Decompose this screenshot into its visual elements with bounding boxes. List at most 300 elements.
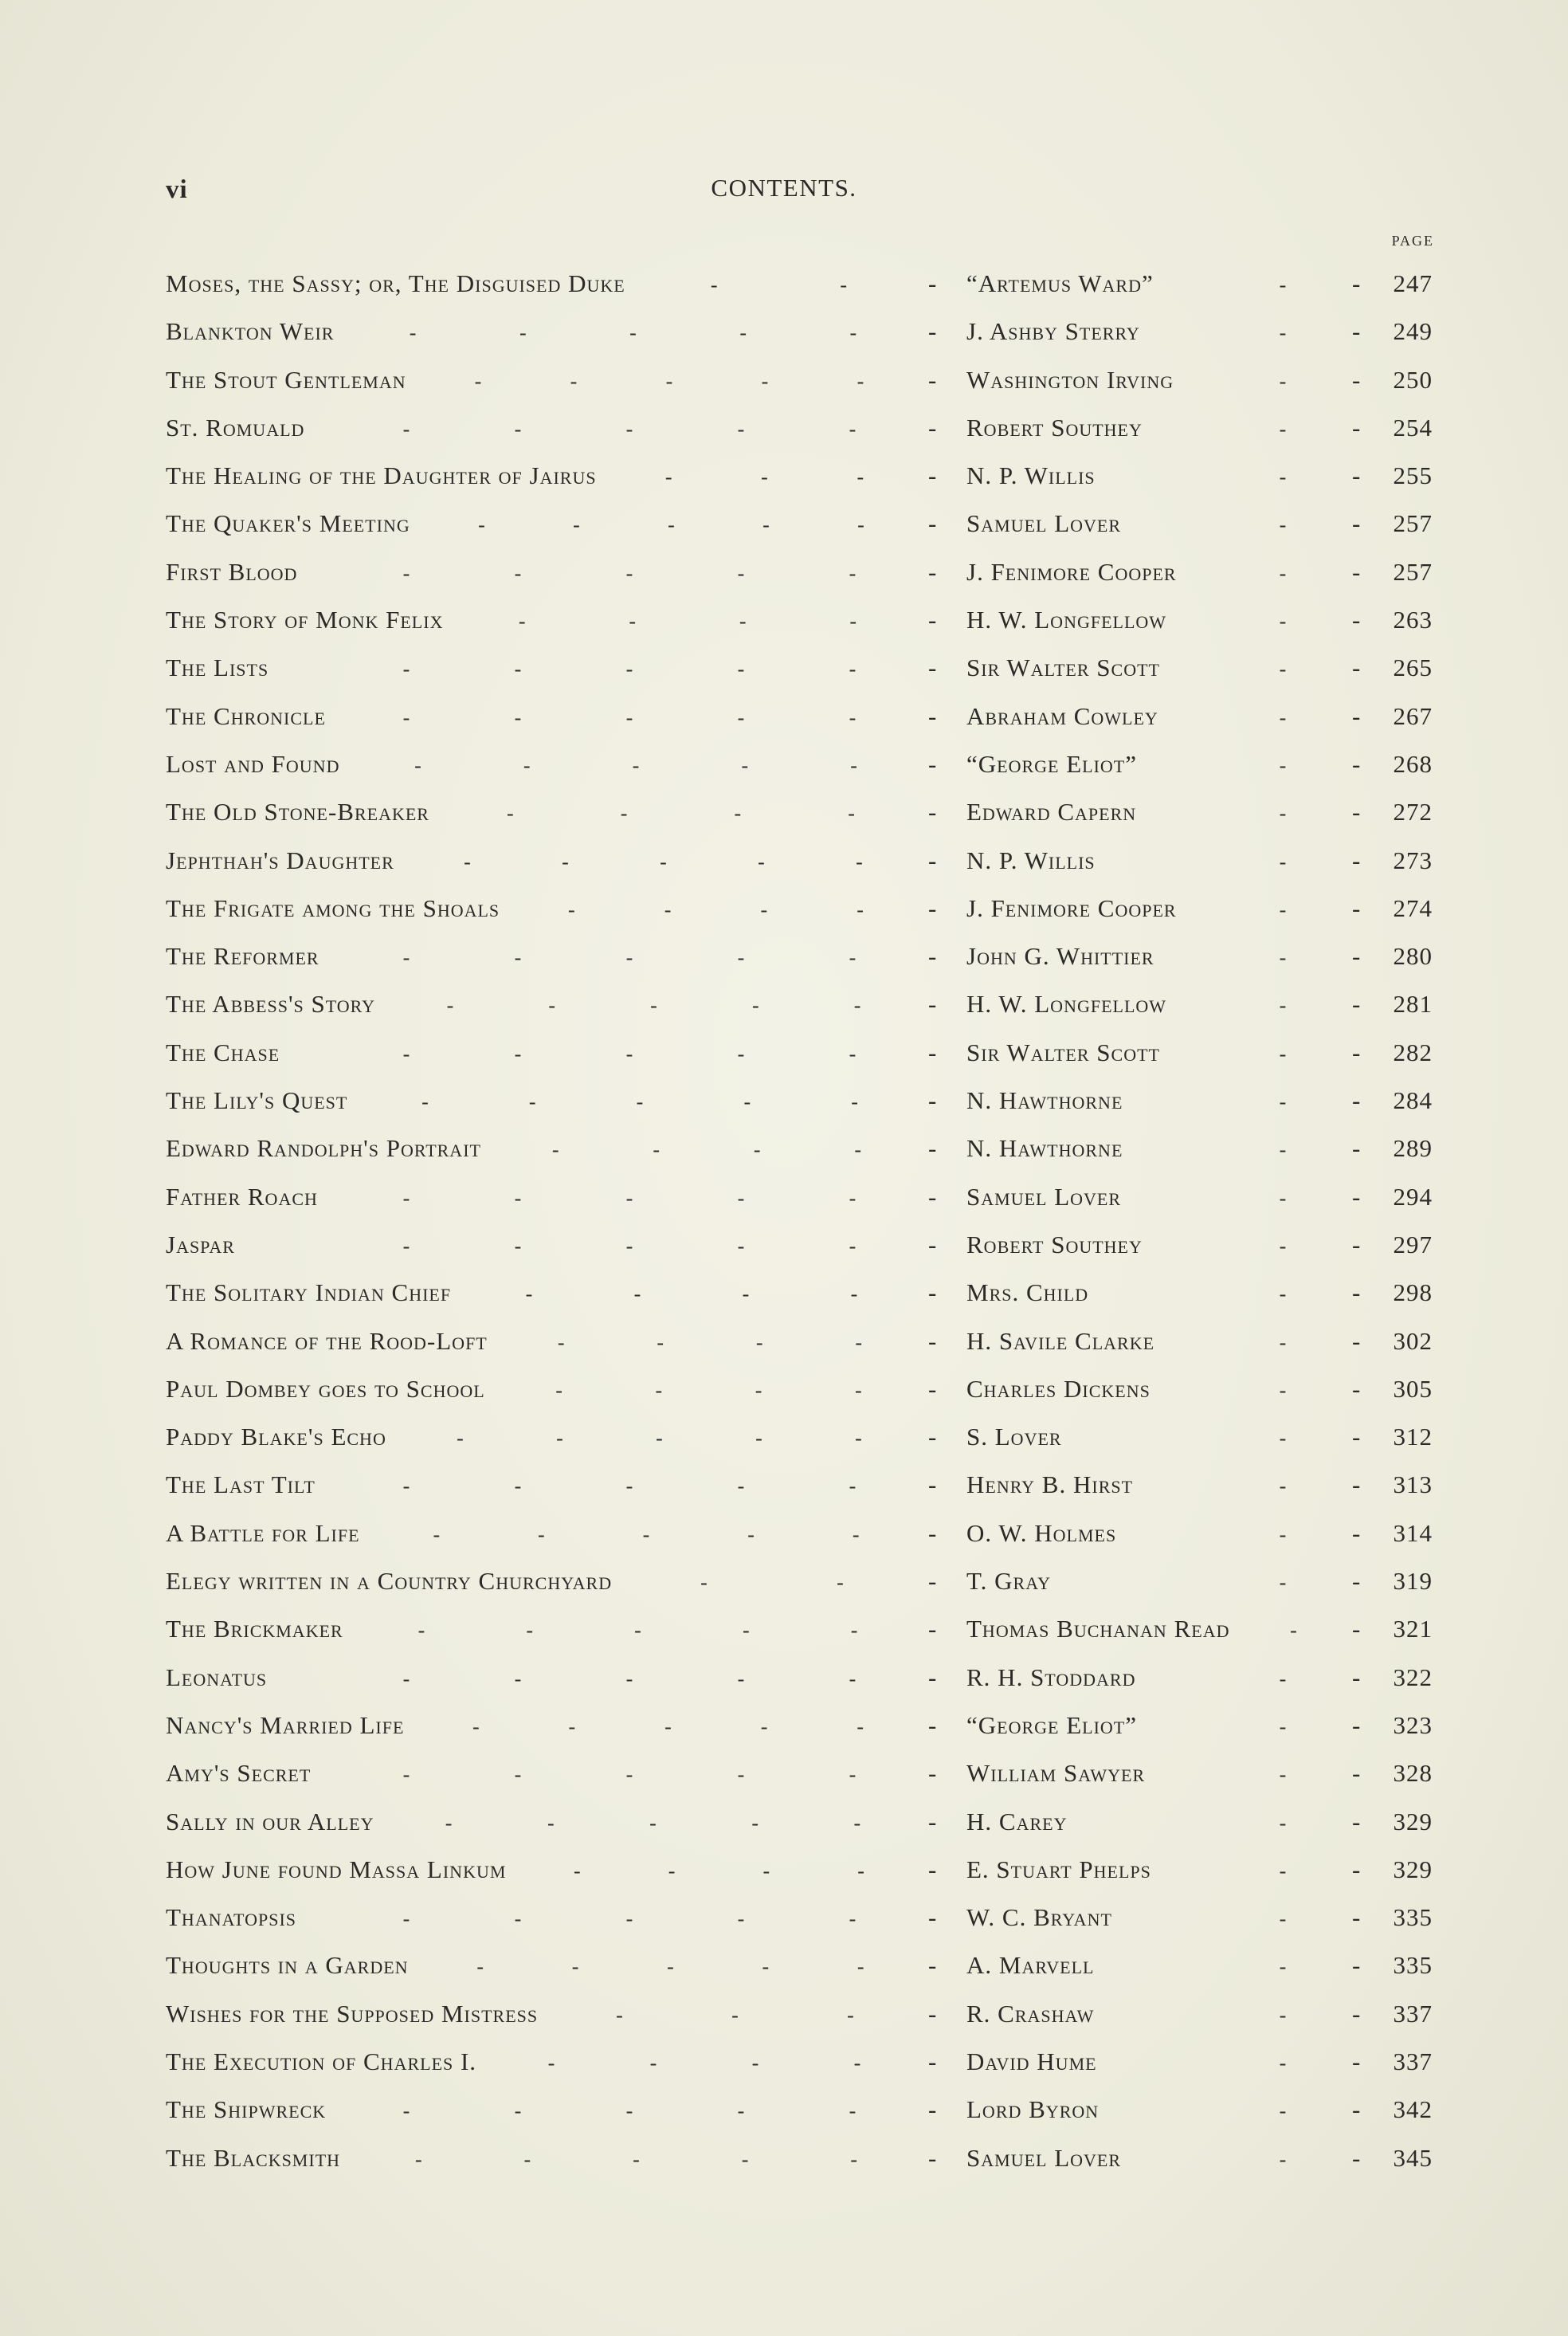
entry-title: Moses, the Sassy; or, The Disguised Duke xyxy=(166,269,625,297)
leader-dash: - xyxy=(1352,654,1362,682)
contents-entry xyxy=(0,309,1568,357)
contents-entry xyxy=(0,1270,1568,1318)
entry-page-number: 255 xyxy=(1393,461,1433,490)
entry-title: Thanatopsis xyxy=(166,1903,297,1932)
leader-dash: - xyxy=(1352,893,1362,922)
entry-author: Samuel Lover xyxy=(966,2143,1122,2172)
dot-leader: - xyxy=(1279,1090,1287,1114)
entry-page-number: 274 xyxy=(1393,893,1433,922)
entry-title: Paul Dombey goes to School xyxy=(166,1374,485,1403)
dot-leader: - - - - - xyxy=(402,2099,857,2123)
dot-leader: - - - - - xyxy=(402,417,857,441)
leader-dash: - xyxy=(928,2095,938,2124)
leader-dash: - xyxy=(928,1807,938,1835)
leader-dash: - xyxy=(928,365,938,394)
leader-dash: - xyxy=(928,1759,938,1788)
entry-author: N. Hawthorne xyxy=(966,1086,1123,1115)
entry-title: The Old Stone-Breaker xyxy=(166,798,429,826)
entry-title: The Lily's Quest xyxy=(166,1086,348,1115)
leader-dash: - xyxy=(928,1951,938,1980)
leader-dash: - xyxy=(1352,942,1362,971)
page-column-label: PAGE xyxy=(1391,233,1434,249)
dot-leader: - xyxy=(1279,369,1287,393)
leader-dash: - xyxy=(1352,1807,1362,1835)
dot-leader: - - - - - xyxy=(402,1667,857,1690)
dot-leader: - xyxy=(1279,802,1287,826)
entry-page-number: 322 xyxy=(1393,1663,1433,1691)
entry-page-number: 298 xyxy=(1393,1278,1433,1307)
leader-dash: - xyxy=(1352,1134,1362,1163)
dot-leader: - xyxy=(1279,1042,1287,1066)
leader-dash: - xyxy=(928,1710,938,1739)
entry-page-number: 321 xyxy=(1393,1615,1433,1643)
entry-page-number: 328 xyxy=(1393,1759,1433,1788)
dot-leader: - - - xyxy=(616,2003,854,2027)
entry-page-number: 312 xyxy=(1393,1423,1433,1451)
entry-author: J. Fenimore Cooper xyxy=(966,893,1177,922)
dot-leader: - xyxy=(1279,753,1287,777)
entry-title: The Chase xyxy=(166,1038,280,1066)
dot-leader: - - - - - xyxy=(402,1763,857,1787)
contents-entry xyxy=(0,1992,1568,2040)
contents-entry xyxy=(0,2136,1568,2184)
entry-page-number: 329 xyxy=(1393,1807,1433,1835)
dot-leader: - xyxy=(1279,1811,1287,1835)
entry-author: Abraham Cowley xyxy=(966,701,1158,730)
leader-dash: - xyxy=(928,1326,938,1355)
entry-title: St. Romuald xyxy=(166,413,305,442)
contents-entry xyxy=(0,1223,1568,1270)
leader-dash: - xyxy=(1352,798,1362,826)
contents-entry xyxy=(0,1655,1568,1703)
dot-leader: - xyxy=(1279,1667,1287,1690)
contents-entry xyxy=(0,501,1568,549)
dot-leader: - xyxy=(1279,321,1287,345)
entry-title: Sally in our Alley xyxy=(166,1807,374,1835)
leader-dash: - xyxy=(928,2047,938,2075)
entry-title: Nancy's Married Life xyxy=(166,1710,405,1739)
entry-page-number: 345 xyxy=(1393,2143,1433,2172)
dot-leader: - xyxy=(1279,465,1287,489)
dot-leader: - xyxy=(1279,1522,1287,1546)
contents-entry xyxy=(0,598,1568,646)
dot-leader: - xyxy=(1279,513,1287,537)
dot-leader: - - - - xyxy=(568,897,864,921)
contents-entry xyxy=(0,694,1568,742)
entry-title: The Shipwreck xyxy=(166,2095,327,2124)
dot-leader: - - - - - xyxy=(402,1234,857,1258)
leader-dash: - xyxy=(1352,1374,1362,1403)
leader-dash: - xyxy=(1352,1855,1362,1883)
entry-author: David Hume xyxy=(966,2047,1097,2075)
leader-dash: - xyxy=(928,701,938,730)
entry-title: Elegy written in a Country Churchyard xyxy=(166,1567,613,1596)
dot-leader: - - - - - xyxy=(402,561,857,585)
running-head: CONTENTS. xyxy=(711,174,857,202)
entry-author: Robert Southey xyxy=(966,413,1143,442)
entry-author: H. W. Longfellow xyxy=(966,990,1167,1019)
dot-leader: - xyxy=(1279,1955,1287,1979)
dot-leader: - xyxy=(1279,1234,1287,1258)
entry-page-number: 263 xyxy=(1393,606,1433,634)
entry-page-number: 257 xyxy=(1393,509,1433,538)
entry-author: Washington Irving xyxy=(966,365,1174,394)
leader-dash: - xyxy=(1352,461,1362,490)
entry-page-number: 337 xyxy=(1393,1999,1433,2028)
entry-title: The Quaker's Meeting xyxy=(166,509,410,538)
contents-entry xyxy=(0,550,1568,598)
contents-entry xyxy=(0,2087,1568,2135)
entry-page-number: 254 xyxy=(1393,413,1433,442)
leader-dash: - xyxy=(928,1615,938,1643)
entry-page-number: 342 xyxy=(1393,2095,1433,2124)
leader-dash: - xyxy=(1352,606,1362,634)
dot-leader: - - - - - xyxy=(402,1474,857,1498)
dot-leader: - - - - - xyxy=(457,1427,862,1451)
contents-entry xyxy=(0,1031,1568,1078)
contents-entry xyxy=(0,1895,1568,1943)
leader-dash: - xyxy=(1352,701,1362,730)
dot-leader: - xyxy=(1279,2099,1287,2123)
entry-title: Thoughts in a Garden xyxy=(166,1951,409,1980)
leader-dash: - xyxy=(1352,1663,1362,1691)
entry-author: Henry B. Hirst xyxy=(966,1470,1134,1499)
leader-dash: - xyxy=(928,942,938,971)
dot-leader: - - xyxy=(700,1571,844,1595)
leader-dash: - xyxy=(928,1999,938,2028)
entry-author: T. Gray xyxy=(966,1567,1051,1596)
leader-dash: - xyxy=(1352,557,1362,586)
leader-dash: - xyxy=(928,461,938,490)
entry-title: How June found Massa Linkum xyxy=(166,1855,507,1883)
entry-title: Leonatus xyxy=(166,1663,268,1691)
dot-leader: - - - - - xyxy=(472,1714,864,1738)
dot-leader: - - - - - xyxy=(421,1090,858,1114)
dot-leader: - xyxy=(1279,2003,1287,2027)
contents-entry xyxy=(0,1319,1568,1367)
leader-dash: - xyxy=(928,749,938,778)
leader-dash: - xyxy=(1352,1086,1362,1115)
leader-dash: - xyxy=(1352,2047,1362,2075)
dot-leader: - - - - - xyxy=(476,1955,864,1979)
entry-page-number: 265 xyxy=(1393,654,1433,682)
contents-entry xyxy=(0,1126,1568,1174)
entry-author: R. H. Stoddard xyxy=(966,1663,1136,1691)
entry-title: The Story of Monk Felix xyxy=(166,606,444,634)
entry-author: W. C. Bryant xyxy=(966,1903,1112,1932)
contents-entry xyxy=(0,358,1568,406)
leader-dash: - xyxy=(1352,1326,1362,1355)
entry-title: A Romance of the Rood-Loft xyxy=(166,1326,488,1355)
dot-leader: - - - - xyxy=(557,1330,863,1354)
leader-dash: - xyxy=(928,1230,938,1258)
leader-dash: - xyxy=(928,1903,938,1932)
entry-author: S. Lover xyxy=(966,1423,1062,1451)
entry-page-number: 284 xyxy=(1393,1086,1433,1115)
dot-leader: - xyxy=(1279,1427,1287,1451)
entry-author: “George Eliot” xyxy=(966,1710,1138,1739)
leader-dash: - xyxy=(1352,1903,1362,1932)
contents-entry xyxy=(0,1943,1568,1991)
entry-page-number: 289 xyxy=(1393,1134,1433,1163)
entry-page-number: 314 xyxy=(1393,1518,1433,1547)
leader-dash: - xyxy=(928,1134,938,1163)
dot-leader: - xyxy=(1279,2051,1287,2075)
leader-dash: - xyxy=(928,269,938,297)
entry-title: Wishes for the Supposed Mistress xyxy=(166,1999,539,2028)
entry-author: A. Marvell xyxy=(966,1951,1095,1980)
dot-leader: - - - - - xyxy=(402,946,857,970)
dot-leader: - xyxy=(1279,1714,1287,1738)
entry-title: The Execution of Charles I. xyxy=(166,2047,477,2075)
dot-leader: - - - - - xyxy=(414,753,857,777)
entry-author: Samuel Lover xyxy=(966,1182,1122,1211)
dot-leader: - xyxy=(1279,1330,1287,1354)
leader-dash: - xyxy=(1352,1038,1362,1066)
dot-leader: - - - - - xyxy=(433,1522,860,1546)
dot-leader: - - - - - xyxy=(414,2147,857,2171)
dot-leader: - xyxy=(1279,273,1287,296)
contents-entry xyxy=(0,406,1568,453)
entry-page-number: 305 xyxy=(1393,1374,1433,1403)
entry-author: Sir Walter Scott xyxy=(966,1038,1160,1066)
leader-dash: - xyxy=(1352,1470,1362,1499)
leader-dash: - xyxy=(1352,1999,1362,2028)
leader-dash: - xyxy=(928,1518,938,1547)
dot-leader: - xyxy=(1279,705,1287,729)
leader-dash: - xyxy=(928,557,938,586)
contents-entry xyxy=(0,1367,1568,1415)
entry-author: “Artemus Ward” xyxy=(966,269,1154,297)
entry-title: The Abbess's Story xyxy=(166,990,376,1019)
entry-author: Mrs. Child xyxy=(966,1278,1089,1307)
contents-entry xyxy=(0,1751,1568,1799)
entry-page-number: 335 xyxy=(1393,1903,1433,1932)
leader-dash: - xyxy=(928,317,938,346)
entry-author: N. Hawthorne xyxy=(966,1134,1123,1163)
dot-leader: - xyxy=(1279,1378,1287,1402)
entry-title: Amy's Secret xyxy=(166,1759,312,1788)
entry-author: N. P. Willis xyxy=(966,846,1096,874)
dot-leader: - - - - - xyxy=(402,1186,857,1210)
leader-dash: - xyxy=(928,1470,938,1499)
dot-leader: - xyxy=(1279,994,1287,1018)
entry-title: Jaspar xyxy=(166,1230,235,1258)
leader-dash: - xyxy=(1352,1518,1362,1547)
entry-page-number: 250 xyxy=(1393,365,1433,394)
dot-leader: - - - - xyxy=(551,1138,862,1162)
dot-leader: - xyxy=(1279,1571,1287,1595)
entry-title: The Reformer xyxy=(166,942,319,971)
dot-leader: - xyxy=(1279,850,1287,874)
entry-author: E. Stuart Phelps xyxy=(966,1855,1151,1883)
entry-page-number: 280 xyxy=(1393,942,1433,971)
entry-author: John G. Whittier xyxy=(966,942,1154,971)
dot-leader: - xyxy=(1279,658,1287,681)
dot-leader: - xyxy=(1279,1859,1287,1883)
dot-leader: - - - - - xyxy=(402,658,857,681)
entry-author: Lord Byron xyxy=(966,2095,1100,2124)
dot-leader: - - - - - xyxy=(402,1907,857,1931)
leader-dash: - xyxy=(928,798,938,826)
leader-dash: - xyxy=(928,1182,938,1211)
entry-title: Edward Randolph's Portrait xyxy=(166,1134,481,1163)
leader-dash: - xyxy=(928,990,938,1019)
contents-entry xyxy=(0,1415,1568,1462)
contents-entry xyxy=(0,1559,1568,1607)
dot-leader: - - - - xyxy=(525,1282,858,1306)
dot-leader: - xyxy=(1279,2147,1287,2171)
leader-dash: - xyxy=(1352,317,1362,346)
leader-dash: - xyxy=(1352,1278,1362,1307)
dot-leader: - xyxy=(1279,1907,1287,1931)
entry-title: Paddy Blake's Echo xyxy=(166,1423,386,1451)
leader-dash: - xyxy=(928,1374,938,1403)
leader-dash: - xyxy=(1352,1423,1362,1451)
entry-page-number: 294 xyxy=(1393,1182,1433,1211)
leader-dash: - xyxy=(1352,1182,1362,1211)
leader-dash: - xyxy=(1352,1951,1362,1980)
entry-author: H. Savile Clarke xyxy=(966,1326,1155,1355)
leader-dash: - xyxy=(928,654,938,682)
entry-page-number: 323 xyxy=(1393,1710,1433,1739)
leader-dash: - xyxy=(928,1086,938,1115)
entry-title: Blankton Weir xyxy=(166,317,335,346)
entry-title: The Brickmaker xyxy=(166,1615,343,1643)
entry-title: The Stout Gentleman xyxy=(166,365,406,394)
entry-author: R. Crashaw xyxy=(966,1999,1095,2028)
contents-entry xyxy=(0,646,1568,693)
dot-leader: - - - - xyxy=(507,802,855,826)
leader-dash: - xyxy=(928,2143,938,2172)
entry-page-number: 281 xyxy=(1393,990,1433,1019)
entry-author: J. Fenimore Cooper xyxy=(966,557,1177,586)
leader-dash: - xyxy=(928,1423,938,1451)
dot-leader: - xyxy=(1279,561,1287,585)
dot-leader: - - - - - xyxy=(402,705,857,729)
leader-dash: - xyxy=(1352,365,1362,394)
leader-dash: - xyxy=(1352,1567,1362,1596)
dot-leader: - xyxy=(1279,1474,1287,1498)
contents-entry xyxy=(0,934,1568,982)
contents-entry xyxy=(0,1078,1568,1126)
entry-title: The Frigate among the Shoals xyxy=(166,893,500,922)
dot-leader: - - - - - xyxy=(445,1811,861,1835)
leader-dash: - xyxy=(1352,1710,1362,1739)
entry-author: Sir Walter Scott xyxy=(966,654,1160,682)
leader-dash: - xyxy=(928,1663,938,1691)
leader-dash: - xyxy=(928,1855,938,1883)
entry-page-number: 282 xyxy=(1393,1038,1433,1066)
leader-dash: - xyxy=(1352,1230,1362,1258)
entry-author: H. Carey xyxy=(966,1807,1068,1835)
leader-dash: - xyxy=(928,509,938,538)
leader-dash: - xyxy=(1352,413,1362,442)
leader-dash: - xyxy=(1352,990,1362,1019)
dot-leader: - - - - xyxy=(547,2051,861,2075)
dot-leader: - - - - xyxy=(518,610,857,634)
dot-leader: - xyxy=(1290,1619,1297,1643)
entry-author: Edward Capern xyxy=(966,798,1137,826)
entry-title: The Solitary Indian Chief xyxy=(166,1278,452,1307)
entry-author: Thomas Buchanan Read xyxy=(966,1615,1230,1643)
entry-page-number: 267 xyxy=(1393,701,1433,730)
contents-entry xyxy=(0,790,1568,838)
leader-dash: - xyxy=(1352,846,1362,874)
dot-leader: - xyxy=(1279,946,1287,970)
contents-entry xyxy=(0,1511,1568,1559)
entry-page-number: 297 xyxy=(1393,1230,1433,1258)
entry-author: “George Eliot” xyxy=(966,749,1138,778)
leader-dash: - xyxy=(928,1038,938,1066)
dot-leader: - xyxy=(1279,1282,1287,1306)
contents-entry xyxy=(0,742,1568,790)
leader-dash: - xyxy=(928,1567,938,1596)
dot-leader: - - - - - xyxy=(446,994,861,1018)
leader-dash: - xyxy=(1352,2143,1362,2172)
contents-entry xyxy=(0,453,1568,501)
entry-author: Charles Dickens xyxy=(966,1374,1151,1403)
contents-entry xyxy=(0,2040,1568,2087)
entry-author: N. P. Willis xyxy=(966,461,1096,490)
entry-title: The Blacksmith xyxy=(166,2143,341,2172)
dot-leader: - xyxy=(1279,610,1287,634)
entry-title: The Lists xyxy=(166,654,269,682)
entry-page-number: 249 xyxy=(1393,317,1433,346)
entry-page-number: 329 xyxy=(1393,1855,1433,1883)
leader-dash: - xyxy=(928,893,938,922)
entry-page-number: 273 xyxy=(1393,846,1433,874)
contents-entry xyxy=(0,261,1568,309)
leader-dash: - xyxy=(928,1278,938,1307)
dot-leader: - xyxy=(1279,897,1287,921)
entry-page-number: 272 xyxy=(1393,798,1433,826)
leader-dash: - xyxy=(1352,2095,1362,2124)
dot-leader: - - - - - xyxy=(402,1042,857,1066)
leader-dash: - xyxy=(928,413,938,442)
contents-entry xyxy=(0,982,1568,1030)
contents-list xyxy=(0,261,1568,2184)
entry-author: H. W. Longfellow xyxy=(966,606,1167,634)
entry-page-number: 335 xyxy=(1393,1951,1433,1980)
entry-page-number: 302 xyxy=(1393,1326,1433,1355)
dot-leader: - - - xyxy=(664,465,864,489)
page-folio: vi xyxy=(166,175,188,204)
entry-page-number: 257 xyxy=(1393,557,1433,586)
contents-entry xyxy=(0,1462,1568,1510)
dot-leader: - - - - xyxy=(574,1859,864,1883)
entry-title: Jephthah's Daughter xyxy=(166,846,394,874)
entry-page-number: 319 xyxy=(1393,1567,1433,1596)
dot-leader: - xyxy=(1279,417,1287,441)
contents-entry xyxy=(0,1800,1568,1847)
leader-dash: - xyxy=(1352,749,1362,778)
dot-leader: - xyxy=(1279,1138,1287,1162)
contents-entry xyxy=(0,1607,1568,1655)
entry-page-number: 337 xyxy=(1393,2047,1433,2075)
leader-dash: - xyxy=(928,606,938,634)
leader-dash: - xyxy=(1352,1759,1362,1788)
dot-leader: - - - - - xyxy=(417,1619,858,1643)
entry-author: Samuel Lover xyxy=(966,509,1122,538)
contents-entry xyxy=(0,1703,1568,1751)
dot-leader: - - - - - xyxy=(478,513,864,537)
leader-dash: - xyxy=(1352,509,1362,538)
dot-leader: - - - - - xyxy=(409,321,857,345)
dot-leader: - - xyxy=(710,273,848,296)
entry-page-number: 313 xyxy=(1393,1470,1433,1499)
leader-dash: - xyxy=(928,846,938,874)
